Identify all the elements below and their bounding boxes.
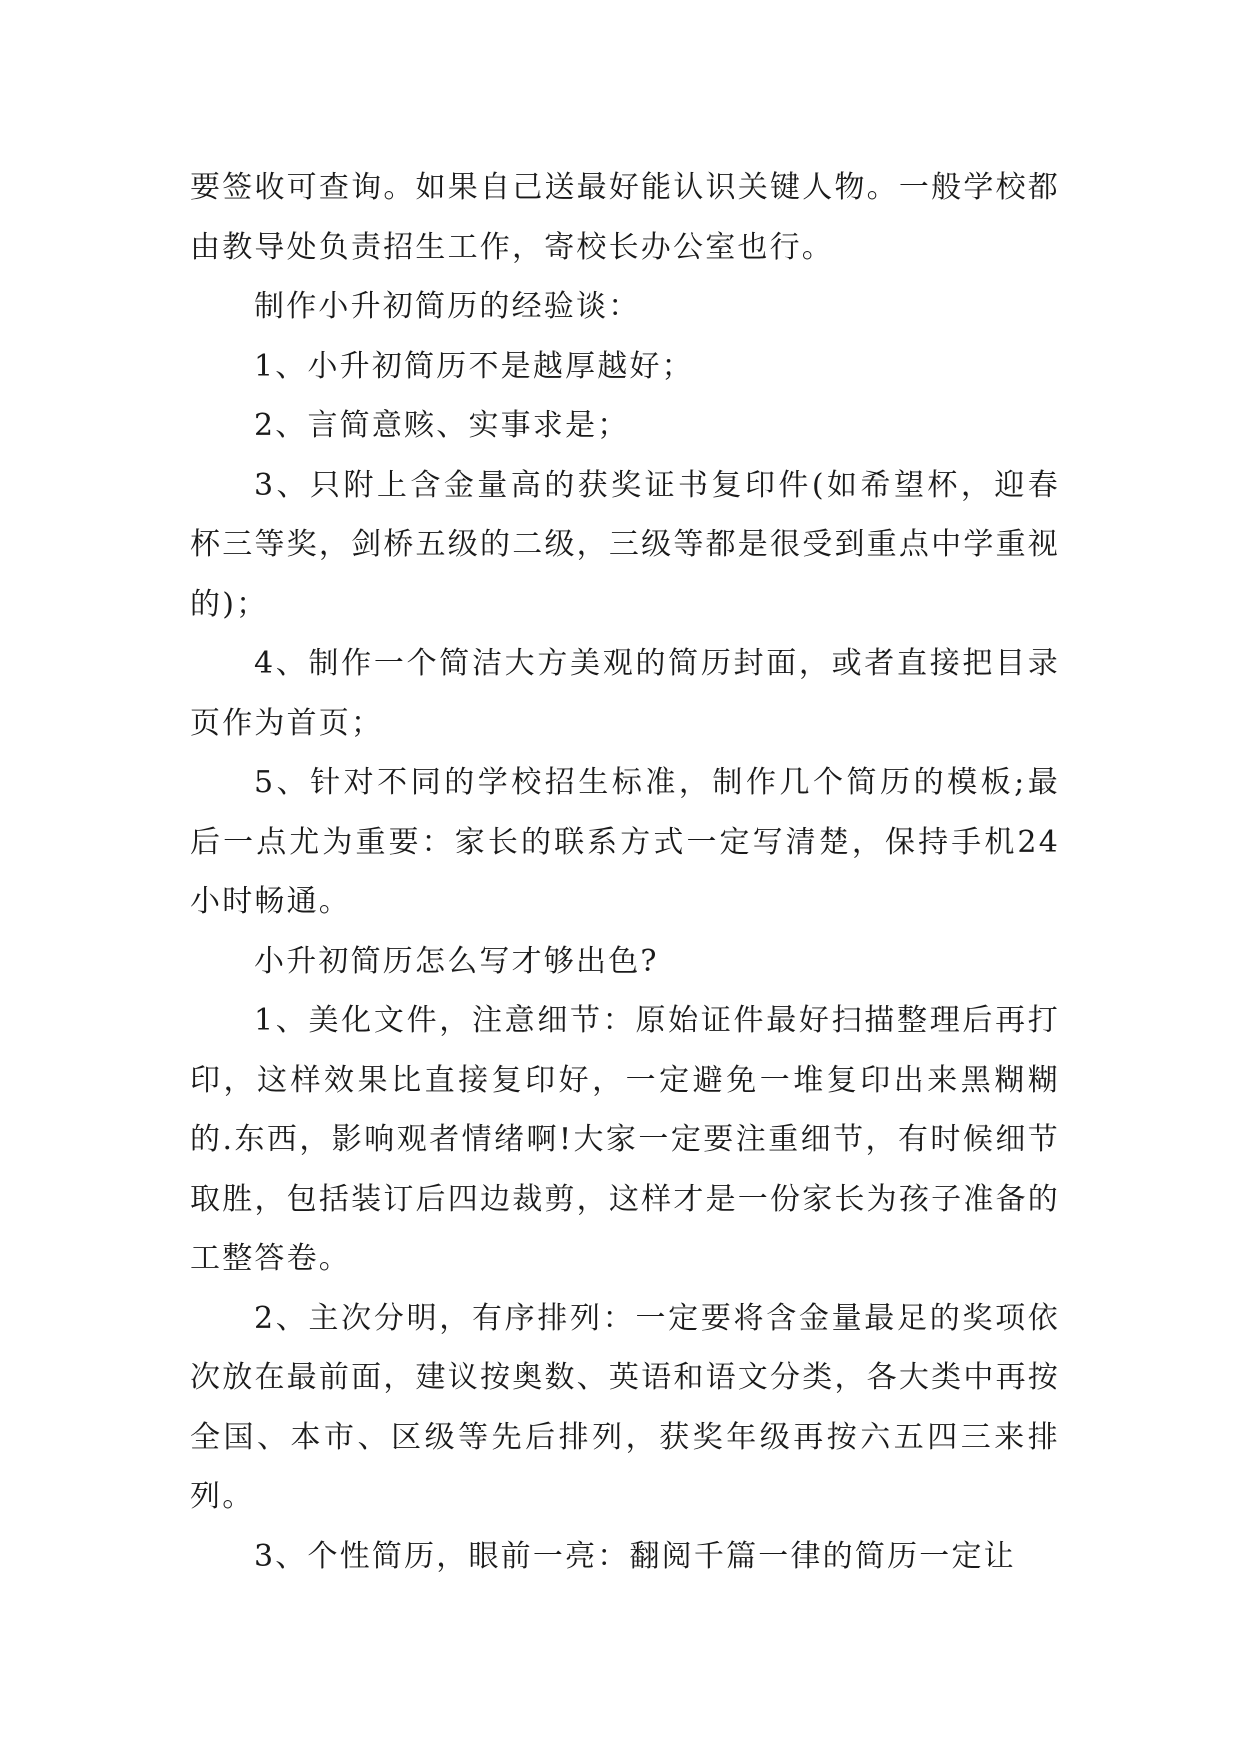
- paragraph-tip-1: 1、小升初简历不是越厚越好；: [254, 348, 694, 384]
- paragraph-experience-heading: 制作小升初简历的经验谈：: [254, 289, 641, 324]
- paragraph-point-2: 2、主次分明，有序排列：一定要将含金量最足的奖项依次放在最前面，建议按奥数、英语和语文分类，各大类中再按全国、本市、区级等先后排列，获奖年级再按六五四三来排列。: [190, 1300, 1060, 1514]
- paragraph-outstanding-heading: 小升初简历怎么写才够出色?: [254, 943, 659, 979]
- paragraph-point-1: 1、美化文件，注意细节：原始证件最好扫描整理后再打印，这样效果比直接复印好，一定避免一堆复印出来黑糊糊的.东西，影响观者情绪啊!大家一定要注重细节，有时候细节取胜，包括装订后四边裁剪，这样才是一份家长为孩子准备的工整答卷。: [190, 1003, 1060, 1276]
- paragraph-tip-3: 3、只附上含金量高的获奖证书复印件(如希望杯，迎春杯三等奖，剑桥五级的二级，三级等都是很受到重点中学重视的)；: [190, 467, 1060, 622]
- paragraph-point-3: 3、个性简历，眼前一亮：翻阅千篇一律的简历一定让: [254, 1538, 1016, 1574]
- paragraph-tip-5: 5、针对不同的学校招生标准，制作几个简历的模板;最后一点尤为重要：家长的联系方式一定写清楚，保持手机24小时畅通。: [190, 765, 1060, 919]
- document-body: [190, 158, 1060, 1586]
- paragraph-continuation: 要签收可查询。如果自己送最好能认识关键人物。一般学校都由教导处负责招生工作，寄校长办公室也行。: [190, 170, 1060, 265]
- paragraph-tip-4: 4、制作一个简洁大方美观的简历封面，或者直接把目录页作为首页；: [190, 646, 1060, 741]
- paragraph-tip-2: 2、言简意赅、实事求是；: [254, 408, 630, 443]
